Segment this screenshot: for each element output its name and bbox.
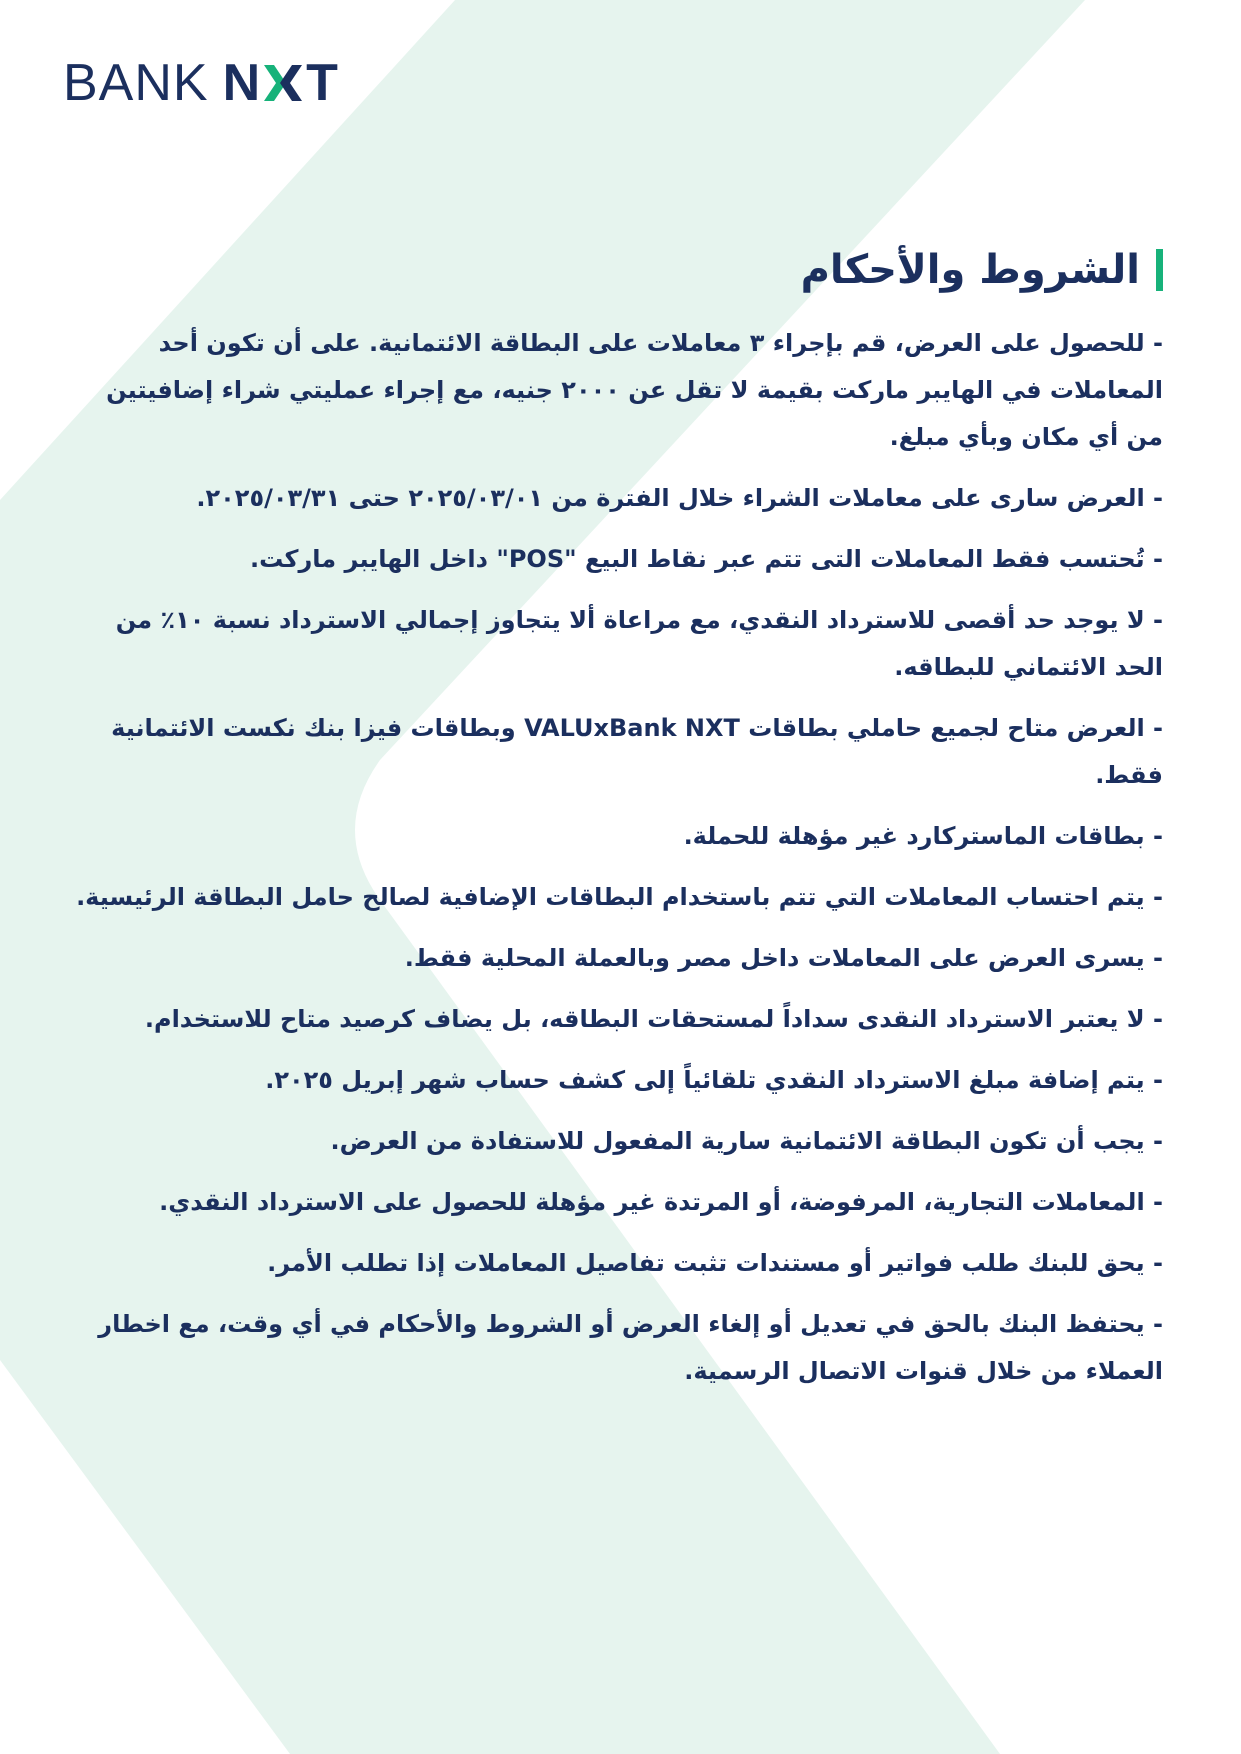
logo-bank-text: BANK [63,54,209,112]
term-item: - تُحتسب فقط المعاملات التى تتم عبر نقاط البيع "POS" داخل الهايبر ماركت. [249,545,1163,573]
term-item: - يجب أن تكون البطاقة الائتمانية سارية المفعول للاستفادة من العرض. [330,1127,1163,1155]
logo-n-letter: N [222,54,261,112]
terms-list [73,320,1163,1395]
term-item: - العرض متاح لجميع حاملي بطاقات VALUxBank NXT وبطاقات فيزا بنك نكست الائتمانية فقط. [111,714,1163,789]
term-item: - لا يعتبر الاسترداد النقدى سداداً لمستحقات البطاقه، بل يضاف كرصيد متاح للاستخدام. [144,1005,1163,1033]
page-title: الشروط والأحكام [800,247,1140,293]
term-item: - يتم احتساب المعاملات التي تتم باستخدام البطاقات الإضافية لصالح حامل البطاقة الرئيسية. [76,883,1163,911]
term-item: - يسرى العرض على المعاملات داخل مصر وبالعملة المحلية فقط. [404,944,1163,972]
term-item: - العرض سارى على معاملات الشراء خلال الفترة من ٢٠٢٥/٠٣/٠١ حتى ٢٠٢٥/٠٣/٣١. [196,484,1163,512]
title-accent-bar [1156,249,1163,291]
logo-t-letter: T [306,54,338,112]
title-row [73,240,1163,300]
term-item: - يتم إضافة مبلغ الاسترداد النقدي تلقائياً إلى كشف حساب شهر إبريل ٢٠٢٥. [265,1066,1163,1094]
terms-section [73,240,1163,1409]
term-item: - للحصول على العرض، قم بإجراء ٣ معاملات على البطاقة الائتمانية. على أن تكون أحد المعاملات في الهايبر ماركت بقيمة لا تقل عن ٢٠٠٠ جنيه، مع إجراء عمليتي شراء إضافيتين من أي مكان وبأي مبلغ. [106,329,1163,451]
term-item: - بطاقات الماستركارد غير مؤهلة للحملة. [683,822,1163,850]
term-item: - يحق للبنك طلب فواتير أو مستندات تثبت تفاصيل المعاملات إذا تطلب الأمر. [267,1249,1163,1277]
term-item: - المعاملات التجارية، المرفوضة، أو المرتدة غير مؤهلة للحصول على الاسترداد النقدي. [159,1188,1163,1216]
term-item: - لا يوجد حد أقصى للاسترداد النقدي، مع مراعاة ألا يتجاوز إجمالي الاسترداد نسبة ١٠٪ من الحد الائتماني للبطاقه. [115,606,1163,681]
term-item: - يحتفظ البنك بالحق في تعديل أو إلغاء العرض أو الشروط والأحكام في أي وقت، مع اخطار العملاء من خلال قنوات الاتصال الرسمية. [98,1310,1163,1385]
logo-x-icon [261,61,305,105]
bank-nxt-logo [63,54,338,112]
